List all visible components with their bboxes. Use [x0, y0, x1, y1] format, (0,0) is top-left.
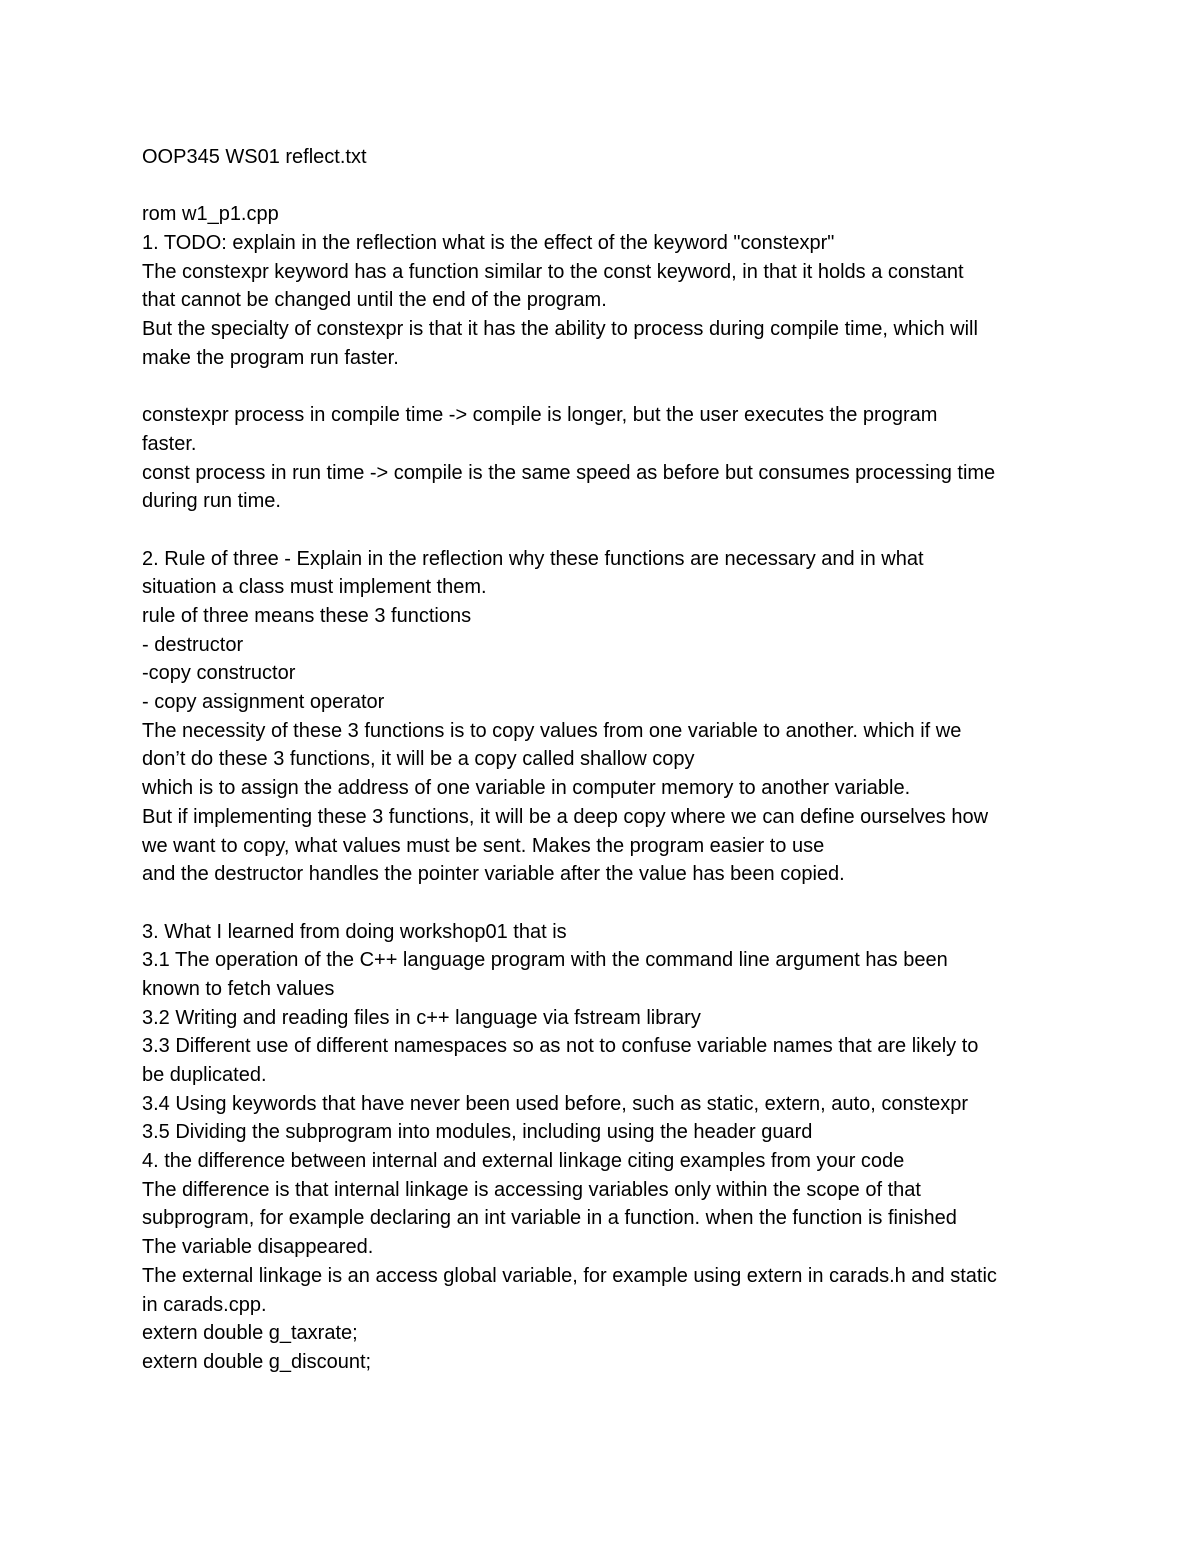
- text-line: make the program run faster.: [142, 346, 399, 369]
- text-line: The difference is that internal linkage is accessing variables only within the scope of that: [142, 1178, 921, 1201]
- document-title: OOP345 WS01 reflect.txt: [142, 146, 367, 168]
- text-line: in carads.cpp.: [142, 1293, 267, 1316]
- text-line: we want to copy, what values must be sent. Makes the program easier to use: [142, 834, 825, 857]
- text-line: rom w1_p1.cpp: [142, 203, 279, 226]
- blank-line: [142, 172, 1072, 201]
- text-line: 3.4 Using keywords that have never been used before, such as static, extern, auto, constexpr: [142, 1092, 969, 1115]
- text-line: But if implementing these 3 functions, it will be a deep copy where we can define ourselves how: [142, 805, 989, 828]
- text-line: extern double g_discount;: [142, 1350, 372, 1373]
- text-line: constexpr process in compile time -> compile is longer, but the user executes the program: [142, 404, 938, 427]
- text-line: situation a class must implement them.: [142, 576, 487, 599]
- document-body: [142, 143, 1072, 1377]
- blank-line: [142, 889, 1072, 918]
- text-line: The variable disappeared.: [142, 1236, 374, 1259]
- text-line: known to fetch values: [142, 977, 335, 1000]
- blank-line: [142, 373, 1072, 402]
- text-line: - destructor: [142, 633, 244, 656]
- text-line: The external linkage is an access global variable, for example using extern in carads.h and static: [142, 1264, 997, 1287]
- text-line: 3.3 Different use of different namespaces so as not to confuse variable names that are likely to: [142, 1035, 979, 1058]
- text-line: The constexpr keyword has a function similar to the const keyword, in that it holds a constant: [142, 260, 964, 283]
- text-line: The necessity of these 3 functions is to copy values from one variable to another. which if we: [142, 719, 962, 742]
- text-line: 3.2 Writing and reading files in c++ language via fstream library: [142, 1006, 701, 1029]
- text-line: faster.: [142, 432, 197, 455]
- text-line: rule of three means these 3 functions: [142, 605, 472, 627]
- blank-line: [142, 516, 1072, 545]
- text-line: 3.5 Dividing the subprogram into modules, including using the header guard: [142, 1121, 813, 1144]
- text-line: 2. Rule of three - Explain in the reflection why these functions are necessary and in what: [142, 547, 924, 570]
- text-line: don’t do these 3 functions, it will be a copy called shallow copy: [142, 748, 695, 771]
- text-line: 1. TODO: explain in the reflection what is the effect of the keyword "constexpr": [142, 232, 835, 255]
- text-line: subprogram, for example declaring an int variable in a function. when the function is finished: [142, 1207, 957, 1230]
- text-line: which is to assign the address of one variable in computer memory to another variable.: [142, 777, 911, 800]
- text-line: 4. the difference between internal and external linkage citing examples from your code: [142, 1150, 905, 1173]
- text-line: 3. What I learned from doing workshop01 that is: [142, 920, 567, 943]
- text-line: be duplicated.: [142, 1064, 267, 1086]
- text-line: -copy constructor: [142, 662, 296, 685]
- text-line: const process in run time -> compile is the same speed as before but consumes processing time: [142, 461, 996, 484]
- text-line: 3.1 The operation of the C++ language program with the command line argument has been: [142, 949, 948, 972]
- text-line: extern double g_taxrate;: [142, 1322, 358, 1345]
- text-line: But the specialty of constexpr is that it has the ability to process during compile time, which will: [142, 318, 978, 341]
- text-line: and the destructor handles the pointer variable after the value has been copied.: [142, 863, 845, 886]
- text-line: - copy assignment operator: [142, 691, 385, 714]
- text-line: that cannot be changed until the end of the program.: [142, 289, 607, 312]
- text-line: during run time.: [142, 490, 281, 513]
